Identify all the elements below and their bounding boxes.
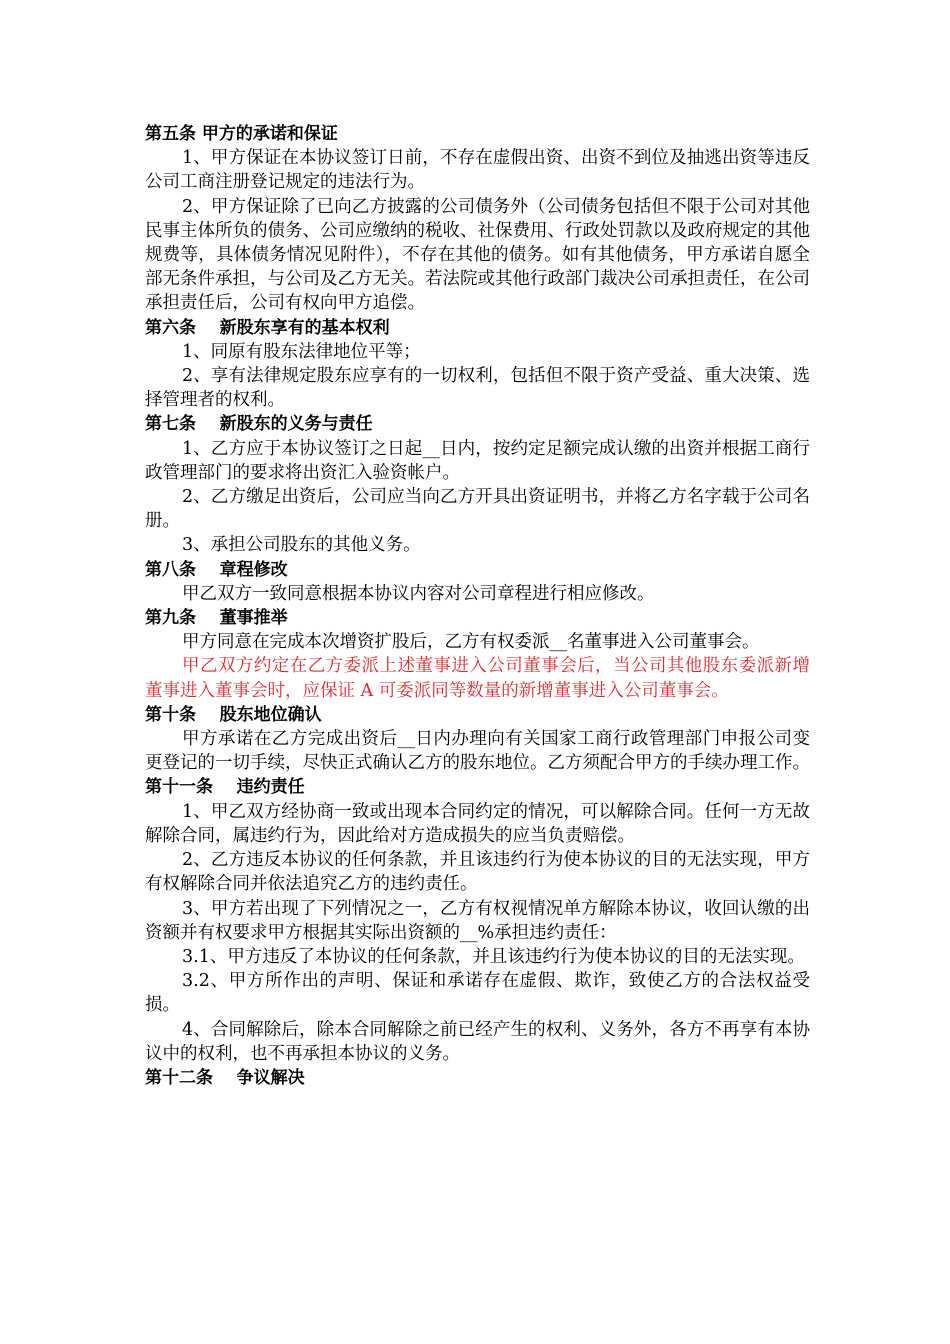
article-5-heading: 第五条 甲方的承诺和保证: [145, 124, 338, 144]
article-8-heading: 第八条 章程修改: [145, 559, 288, 580]
article-11-heading: 第十一条 违约责任: [145, 777, 305, 798]
article-12-heading: 第十二条 争议解决: [145, 1067, 305, 1088]
article-7-clause-1: 1、乙方应于本协议签订之日起__日内，按约定足额完成认缴的出资并根据工商行政管理部门的要求将出资汇入验资帐户。: [145, 438, 810, 483]
article-11-clause-3-2: 3.2、甲方所作出的声明、保证和承诺存在虚假、欺诈，致使乙方的合法权益受损。: [145, 971, 810, 1016]
article-11-clause-3: 3、甲方若出现了下列情况之一，乙方有权视情况单方解除本协议，收回认缴的出资额并有权要求甲方根据其实际出资额的__%承担违约责任：: [145, 898, 810, 943]
article-6-clause-2: 2、享有法律规定股东应享有的一切权利，包括但不限于资产受益、重大决策、选择管理者的权利。: [145, 366, 810, 411]
article-7-heading: 第七条 新股东的义务与责任: [145, 414, 373, 435]
article-5-clause-2: 2、甲方保证除了已向乙方披露的公司债务外（公司债务包括但不限于公司对其他民事主体所负的债务、公司应缴纳的税收、社保费用、行政处罚款以及政府规定的其他规费等，具体债务情况见附件），不存在其他的债务。如有其他债务，甲方承诺自愿全部无条件承担，与公司及乙方无关。若法院或其他行政部门裁决公司承担责任，在公司承担责任后，公司有权向甲方追偿。: [145, 196, 810, 314]
article-11-clause-3-1: 3.1、甲方违反了本协议的任何条款，并且该违约行为使本协议的目的无法实现。: [182, 946, 805, 967]
document-body: [145, 122, 810, 1090]
article-9-clause-1: 甲方同意在完成本次增资扩股后，乙方有权委派__名董事进入公司董事会。: [182, 632, 760, 653]
article-11-clause-1: 1、甲乙双方经协商一致或出现本合同约定的情况，可以解除合同。任何一方无故解除合同，属违约行为，因此给对方造成损失的应当负责赔偿。: [145, 801, 810, 846]
article-8-clause-1: 甲乙双方一致同意根据本协议内容对公司章程进行相应修改。: [182, 583, 655, 604]
article-10-heading: 第十条 股东地位确认: [145, 704, 322, 725]
article-11-clause-4: 4、合同解除后，除本合同解除之前已经产生的权利、义务外，各方不再享有本协议中的权利，也不再承担本协议的义务。: [145, 1019, 810, 1064]
article-9-highlighted-clause: 甲乙双方约定在乙方委派上述董事进入公司董事会后，当公司其他股东委派新增董事进入董事会时，应保证 A 可委派同等数量的新增董事进入公司董事会。: [145, 656, 810, 701]
article-6-heading: 第六条 新股东享有的基本权利: [145, 317, 390, 338]
article-5-clause-1: 1、甲方保证在本协议签订日前，不存在虚假出资、出资不到位及抽逃出资等违反公司工商注册登记规定的违法行为。: [145, 148, 810, 193]
article-9-heading: 第九条 董事推举: [145, 608, 288, 629]
article-7-clause-3: 3、承担公司股东的其他义务。: [182, 535, 421, 556]
article-11-clause-2: 2、乙方违反本协议的任何条款，并且该违约行为使本协议的目的无法实现，甲方有权解除合同并依法追究乙方的违约责任。: [145, 850, 810, 895]
article-7-clause-2: 2、乙方缴足出资后，公司应当向乙方开具出资证明书，并将乙方名字载于公司名册。: [145, 487, 810, 532]
article-6-clause-1: 1、同原有股东法律地位平等；: [182, 341, 421, 362]
article-10-clause-1: 甲方承诺在乙方完成出资后__日内办理向有关国家工商行政管理部门申报公司变更登记的一切手续，尽快正式确认乙方的股东地位。乙方须配合甲方的手续办理工作。: [145, 729, 810, 774]
